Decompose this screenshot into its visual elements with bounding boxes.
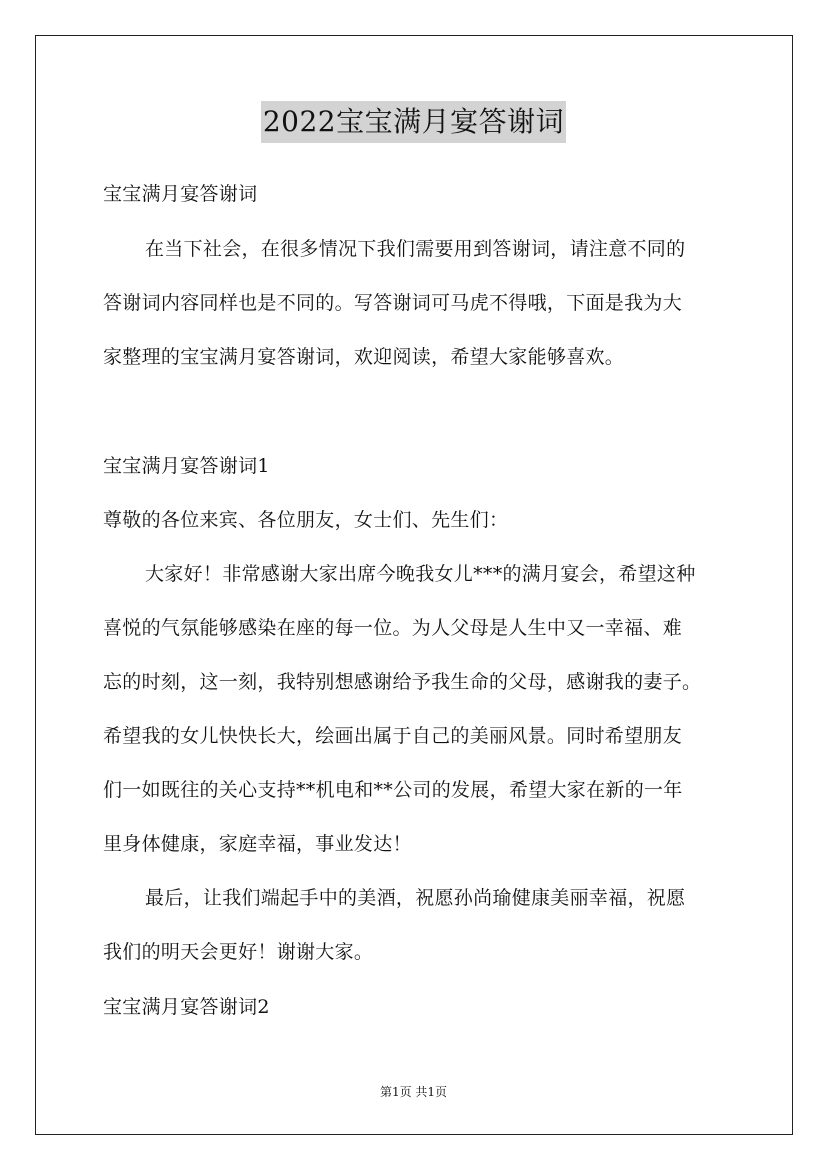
paragraph-line: 大家好！非常感谢大家出席今晚我女儿***的满月宴会，希望这种 bbox=[145, 563, 696, 585]
salutation: 尊敬的各位来宾、各位朋友，女士们、先生们： bbox=[103, 509, 509, 531]
paragraph-line: 家整理的宝宝满月宴答谢词，欢迎阅读，希望大家能够喜欢。 bbox=[103, 346, 625, 368]
paragraph-line: 答谢词内容同样也是不同的。写答谢词可马虎不得哦，下面是我为大 bbox=[103, 292, 683, 314]
paragraph-line: 我们的明天会更好！谢谢大家。 bbox=[103, 941, 374, 963]
paragraph-line: 里身体健康，家庭幸福，事业发达！ bbox=[103, 833, 412, 855]
paragraph-line: 忘的时刻，这一刻，我特别想感谢给予我生命的父母，感谢我的妻子。 bbox=[103, 671, 702, 693]
paragraph-line: 们一如既往的关心支持**机电和**公司的发展，希望大家在新的一年 bbox=[103, 779, 683, 801]
document-title-wrap bbox=[0, 101, 827, 143]
section-heading-1: 宝宝满月宴答谢词1 bbox=[103, 455, 270, 477]
paragraph-line: 希望我的女儿快快长大，绘画出属于自己的美丽风景。同时希望朋友 bbox=[103, 725, 683, 747]
paragraph-line: 喜悦的气氛能够感染在座的每一位。为人父母是人生中又一幸福、难 bbox=[103, 617, 683, 639]
paragraph-line: 最后，让我们端起手中的美酒，祝愿孙尚瑜健康美丽幸福，祝愿 bbox=[145, 887, 686, 909]
document-title: 2022宝宝满月宴答谢词 bbox=[261, 101, 566, 143]
paragraph-line: 在当下社会，在很多情况下我们需要用到答谢词，请注意不同的 bbox=[145, 238, 686, 260]
section-heading: 宝宝满月宴答谢词 bbox=[103, 183, 258, 205]
section-heading-2: 宝宝满月宴答谢词2 bbox=[103, 996, 270, 1018]
page-footer: 第1页 共1页 bbox=[379, 1085, 448, 1099]
